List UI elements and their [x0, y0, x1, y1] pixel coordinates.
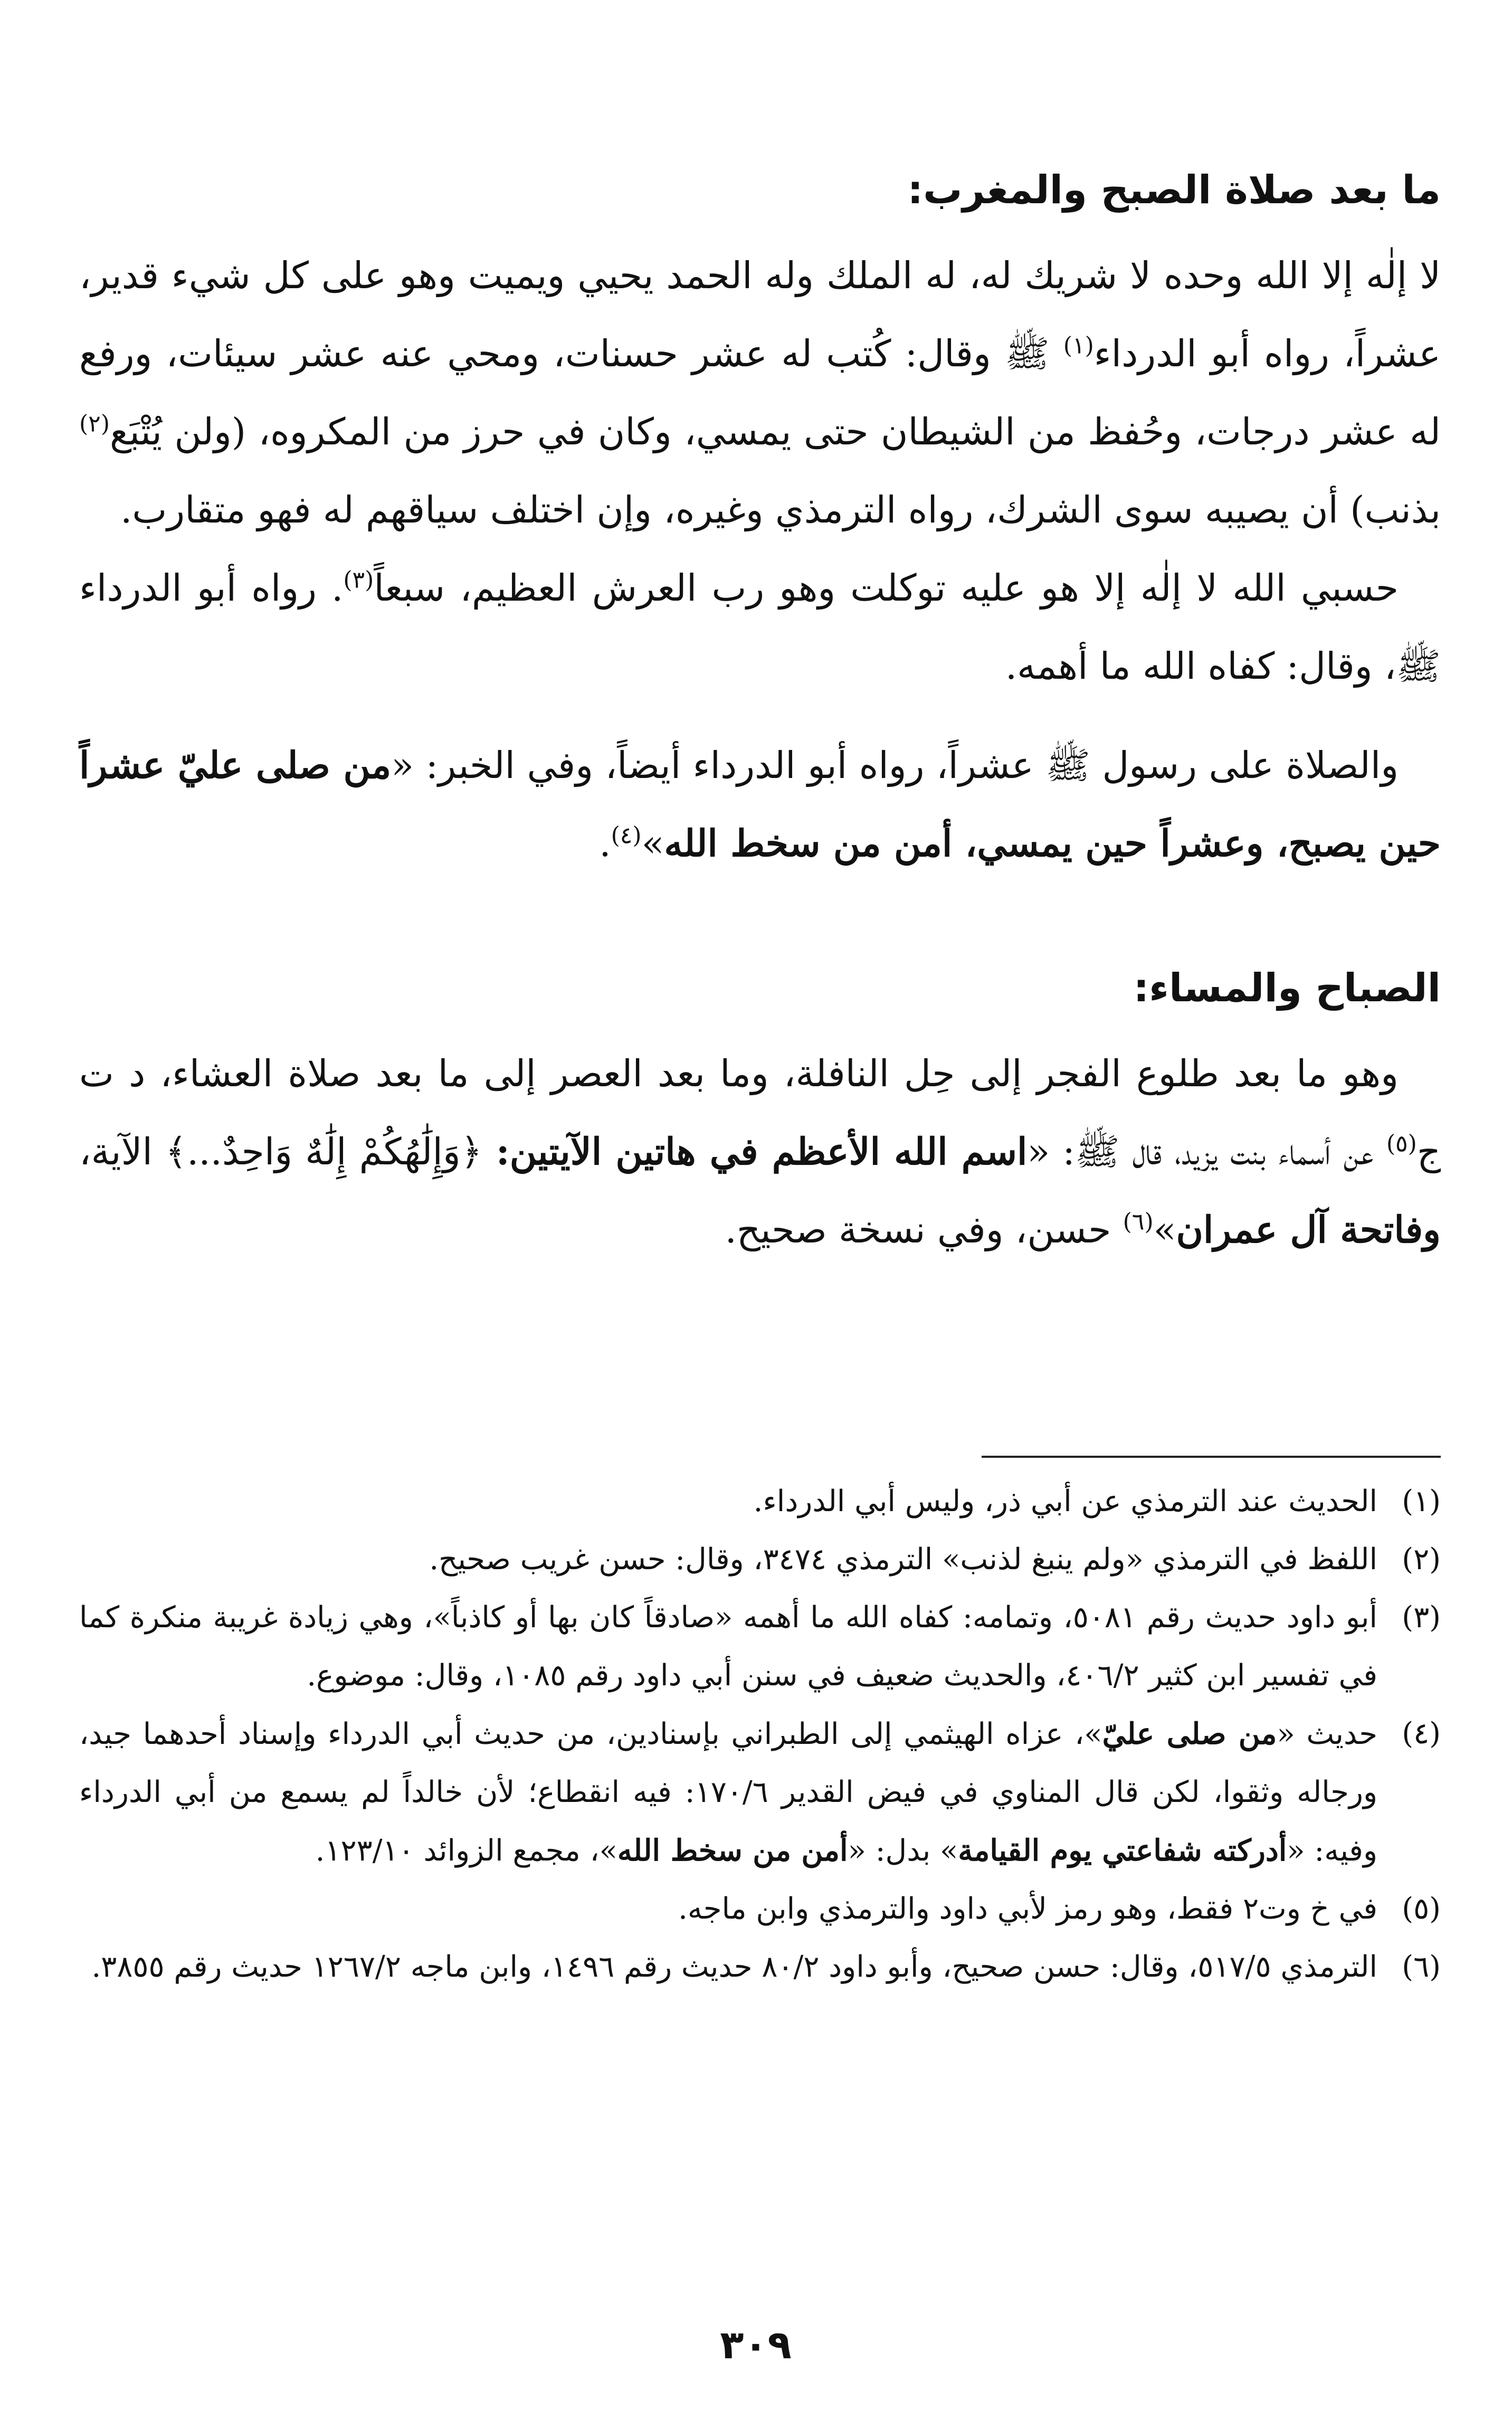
section-title-morning-evening-prayer: ما بعد صلاة الصبح والمغرب:	[907, 167, 1441, 213]
text-run: »، عزاه الهيثمي إلى الطبراني بإسنادين، من حديث أبي الدرداء وإسناد أحدهما جيد، ورجاله وثقوا، لكن قال المناوي في فيض القدير ١٧٠/٦: فيه انقطاع؛ لأن خالداً لم يسمع من أبي الدرداء وفيه: «	[79, 1717, 1377, 1868]
footnote-text: الحديث عند الترمذي عن أبي ذر، وليس أبي الدرداء.	[753, 1484, 1377, 1519]
footnote-ref-3[interactable]: (٣)	[343, 566, 374, 594]
footnote-number: (٤)	[1402, 1716, 1441, 1751]
hadith-quote-bold: اسم الله الأعظم في هاتين الآيتين:	[482, 1130, 1028, 1173]
footnote-number: (٢)	[1402, 1542, 1441, 1577]
footnote-number: (٣)	[1402, 1600, 1441, 1635]
main-text	[79, 158, 1441, 1269]
text-run: الآية،	[79, 1130, 166, 1173]
text-run: ﷺ وقال: كُتب له عشر حسنات، ومحي عنه عشر سيئات، ورفع له عشر درجات، وحُفظ من الشيطان حتى يمسي، وكان في حرز من المكروه، (ولن يُتْبَع	[79, 332, 1441, 453]
footnote-number: (٦)	[1402, 1950, 1441, 1984]
footnote-number: (١)	[1402, 1484, 1441, 1519]
paragraph-salawat	[79, 726, 1441, 883]
text-run: حديث «	[1277, 1717, 1378, 1751]
footnote-ref-4[interactable]: (٤)	[611, 822, 642, 849]
hadith-quote-bold: وفاتحة آل عمران	[1176, 1208, 1441, 1251]
text-run: حسن، وفي نسخة صحيح.	[725, 1208, 1123, 1251]
footnote-text: أبو داود حديث رقم ٥٠٨١، وتمامه: كفاه الله ما أهمه «صادقاً كان بها أو كاذباً»، وهي زيادة غريبة منكرة كما في تفسير ابن كثير ٤٠٦/٢، والحديث ضعيف في سنن أبي داود رقم ١٠٨٥، وقال: موضوع.	[79, 1600, 1377, 1693]
section-title-morning-evening: الصباح والمساء:	[1133, 965, 1441, 1011]
footnote-ref-6[interactable]: (٦)	[1123, 1208, 1154, 1236]
text-run: »، مجمع الزوائد ١٢٣/١٠.	[315, 1834, 617, 1868]
hadith-quote-bold: من صلى عليّ عشراً حين يصبح، وعشراً حين يمسي، أمن من سخط الله	[79, 743, 1441, 865]
footnote	[79, 1705, 1441, 1880]
text-run: »	[1153, 1208, 1176, 1251]
text-run: » بدل: «	[848, 1834, 958, 1868]
footnote-ref-2[interactable]: (٢)	[79, 410, 110, 438]
footnote	[79, 1473, 1441, 1531]
footnote	[79, 1531, 1441, 1589]
text-run: بذنب) أن يصيبه سوى الشرك، رواه الترمذي وغيره، وإن اختلف سياقهم له فهو متقارب.	[120, 488, 1441, 532]
text-run: لا إلٰه إلا الله وحده لا شريك له، له الملك وله الحمد يحيي ويميت وهو على كل شيء قدير، عشراً، رواه أبو الدرداء	[79, 254, 1441, 375]
footnote-text: في خ وت٢ فقط، وهو رمز لأبي داود والترمذي وابن ماجه.	[678, 1892, 1377, 1926]
text-run: عن أسماء بنت يزيد، قال ﷺ: «	[1027, 1130, 1386, 1173]
paragraph-morning-evening	[79, 1035, 1441, 1269]
text-run: . رواه أبو الدرداء ﷺ، وقال: كفاه الله ما أهمه.	[79, 566, 1441, 688]
text-run: والصلاة على رسول ﷺ عشراً، رواه أبو الدرداء أيضاً، وفي الخبر: «	[391, 744, 1399, 787]
footnote	[79, 1589, 1441, 1705]
bold-quote: أمن من سخط الله	[617, 1833, 848, 1868]
footnote-text: اللفظ في الترمذي «ولم ينبغ لذنب» الترمذي ٣٤٧٤، وقال: حسن غريب صحيح.	[429, 1542, 1377, 1577]
footnote-text: الترمذي ٥١٧/٥، وقال: حسن صحيح، وأبو داود ٨٠/٢ حديث رقم ١٤٩٦، وابن ماجه ١٢٦٧/٢ حديث رقم ٣٨٥٥.	[91, 1950, 1377, 1984]
text-run: .	[599, 822, 611, 865]
footnote-divider	[982, 1456, 1441, 1458]
footnote-ref-1[interactable]: (١)	[1063, 332, 1094, 359]
bold-quote: أدركته شفاعتي يوم القيامة	[958, 1833, 1287, 1868]
quran-verse: ﴿وَإِلَٰهُكُمْ إِلَٰهٌ وَاحِدٌ...﴾	[165, 1130, 482, 1173]
footnote	[79, 1938, 1441, 1996]
footnote	[79, 1880, 1441, 1938]
footnotes	[79, 1473, 1441, 1996]
text-run: »	[641, 822, 664, 865]
footnote-ref-5[interactable]: (٥)	[1386, 1130, 1417, 1157]
footnote-text	[79, 1705, 1377, 1880]
paragraph-hasbiyallah	[79, 549, 1441, 705]
paragraph-tahlil	[79, 236, 1441, 549]
text-run: وهو ما بعد طلوع الفجر إلى حِل النافلة، وما بعد العصر إلى ما بعد صلاة العشاء، د ت ج	[79, 1052, 1441, 1173]
bold-quote: من صلى عليّ	[1102, 1716, 1277, 1751]
page-number: ٣٠٩	[720, 2322, 792, 2368]
footnote-number: (٥)	[1402, 1892, 1441, 1926]
text-run: حسبي الله لا إلٰه إلا هو عليه توكلت وهو رب العرش العظيم، سبعاً	[374, 566, 1399, 610]
